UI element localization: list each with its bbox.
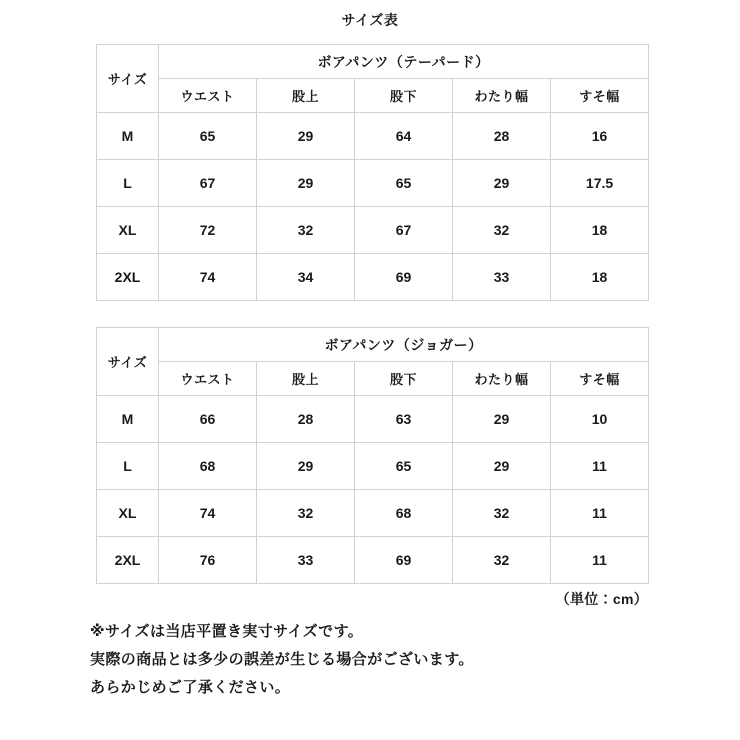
cell-size: 2XL: [97, 254, 159, 301]
cell-size: L: [97, 160, 159, 207]
cell-inseam: 63: [355, 396, 453, 443]
table-row: [97, 537, 649, 584]
table-row: [97, 254, 649, 301]
cell-size: M: [97, 113, 159, 160]
cell-thighwidth: 33: [453, 254, 551, 301]
table-row: [97, 160, 649, 207]
table-header: [97, 328, 649, 396]
table-row: [97, 490, 649, 537]
cell-inseam: 69: [355, 537, 453, 584]
cell-size: XL: [97, 207, 159, 254]
table-header-row-group: [97, 45, 649, 79]
table-row: [97, 113, 649, 160]
cell-waist: 76: [159, 537, 257, 584]
column-header-rise: 股上: [257, 79, 355, 113]
cell-rise: 34: [257, 254, 355, 301]
cell-hemwidth: 10: [551, 396, 649, 443]
cell-waist: 72: [159, 207, 257, 254]
cell-inseam: 67: [355, 207, 453, 254]
table-row: [97, 207, 649, 254]
cell-thighwidth: 29: [453, 443, 551, 490]
cell-size: XL: [97, 490, 159, 537]
cell-rise: 32: [257, 207, 355, 254]
cell-rise: 29: [257, 113, 355, 160]
cell-inseam: 65: [355, 443, 453, 490]
cell-waist: 74: [159, 254, 257, 301]
table-header-row-columns: [97, 362, 649, 396]
cell-thighwidth: 28: [453, 113, 551, 160]
cell-hemwidth: 11: [551, 537, 649, 584]
cell-hemwidth: 11: [551, 443, 649, 490]
cell-thighwidth: 29: [453, 396, 551, 443]
cell-size: L: [97, 443, 159, 490]
cell-inseam: 68: [355, 490, 453, 537]
column-header-inseam: 股下: [355, 79, 453, 113]
note-line-1: ※サイズは当店平置き実寸サイズです。: [90, 623, 364, 640]
column-header-waist: ウエスト: [159, 362, 257, 396]
cell-waist: 74: [159, 490, 257, 537]
column-header-thighwidth: わたり幅: [453, 79, 551, 113]
cell-rise: 28: [257, 396, 355, 443]
table-row: [97, 396, 649, 443]
size-table-jogger: [96, 327, 649, 584]
column-header-inseam: 股下: [355, 362, 453, 396]
footer-notes: [90, 618, 690, 702]
table-row: [97, 443, 649, 490]
table-header: [97, 45, 649, 113]
header-group-label: ボアパンツ（ジョガー）: [159, 328, 649, 362]
cell-rise: 32: [257, 490, 355, 537]
column-header-thighwidth: わたり幅: [453, 362, 551, 396]
cell-hemwidth: 17.5: [551, 160, 649, 207]
table-body: [97, 396, 649, 584]
cell-inseam: 64: [355, 113, 453, 160]
cell-rise: 33: [257, 537, 355, 584]
cell-thighwidth: 29: [453, 160, 551, 207]
header-size-label: サイズ: [97, 328, 159, 396]
column-header-hemwidth: すそ幅: [551, 362, 649, 396]
cell-waist: 67: [159, 160, 257, 207]
unit-note: （単位：cm）: [555, 591, 648, 607]
cell-rise: 29: [257, 443, 355, 490]
cell-waist: 66: [159, 396, 257, 443]
cell-inseam: 69: [355, 254, 453, 301]
cell-thighwidth: 32: [453, 207, 551, 254]
header-size-label: サイズ: [97, 45, 159, 113]
header-group-label: ボアパンツ（テーパード）: [159, 45, 649, 79]
cell-hemwidth: 11: [551, 490, 649, 537]
cell-rise: 29: [257, 160, 355, 207]
cell-hemwidth: 18: [551, 254, 649, 301]
cell-thighwidth: 32: [453, 537, 551, 584]
cell-size: M: [97, 396, 159, 443]
table-header-row-group: [97, 328, 649, 362]
table-header-row-columns: [97, 79, 649, 113]
column-header-waist: ウエスト: [159, 79, 257, 113]
column-header-hemwidth: すそ幅: [551, 79, 649, 113]
cell-hemwidth: 16: [551, 113, 649, 160]
page-title: サイズ表: [341, 12, 399, 28]
note-line-2: 実際の商品とは多少の誤差が生じる場合がございます。: [90, 651, 474, 668]
note-line-3: あらかじめご了承ください。: [90, 679, 291, 696]
size-table-tapered: [96, 44, 649, 301]
cell-hemwidth: 18: [551, 207, 649, 254]
cell-size: 2XL: [97, 537, 159, 584]
cell-waist: 68: [159, 443, 257, 490]
cell-thighwidth: 32: [453, 490, 551, 537]
column-header-rise: 股上: [257, 362, 355, 396]
cell-inseam: 65: [355, 160, 453, 207]
cell-waist: 65: [159, 113, 257, 160]
table-body: [97, 113, 649, 301]
